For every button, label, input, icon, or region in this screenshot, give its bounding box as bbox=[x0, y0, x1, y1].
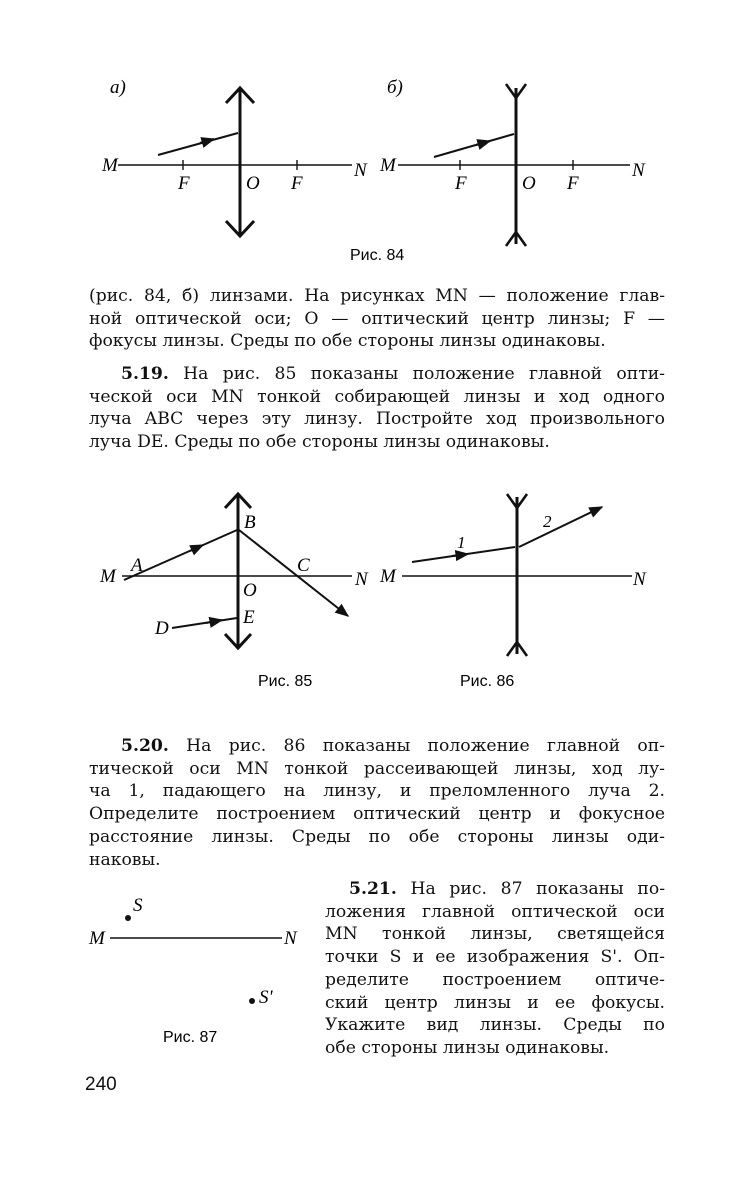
fig87-label-S-prime: S' bbox=[259, 987, 273, 1008]
fig87-label-S: S bbox=[133, 895, 143, 916]
text-line: (рис. 84, б) линзами. На рисунках MN — положение глав- bbox=[89, 286, 665, 306]
ray-AB-arrow bbox=[190, 545, 203, 551]
problem-5-20 bbox=[89, 735, 665, 871]
fig84a-label-M: M bbox=[102, 155, 118, 176]
fig86-caption: Рис. 86 bbox=[460, 673, 515, 690]
problem-5-21 bbox=[325, 878, 665, 1060]
fig84b-label-F-left: F bbox=[455, 173, 467, 194]
fig84-caption: Рис. 84 bbox=[350, 247, 405, 264]
incident-ray bbox=[158, 133, 238, 155]
problem-number: 5.20. bbox=[121, 736, 169, 756]
text-line: тической оси MN тонкой рассеивающей линзы, ход лу- bbox=[89, 758, 665, 779]
fig84-label-a: а) bbox=[110, 77, 126, 98]
fig87-label-M: M bbox=[89, 928, 105, 949]
fig87-caption: Рис. 87 bbox=[163, 1029, 218, 1046]
fig84a-label-O: O bbox=[246, 173, 260, 194]
text-line: На рис. 85 показаны положение главной опти- bbox=[183, 364, 665, 384]
problem-number: 5.21. bbox=[349, 879, 397, 899]
fig85-label-A: A bbox=[131, 555, 143, 576]
text-line: Определите построением оптический центр и фокусное bbox=[89, 804, 665, 825]
ray-BC bbox=[239, 530, 348, 616]
text-line: луча DE. Среды по обе стороны линзы одинаковы. bbox=[89, 432, 550, 453]
text-line: ческой оси MN тонкой собирающей линзы и ход одного bbox=[89, 386, 665, 407]
ray-1-arrow bbox=[452, 554, 468, 556]
fig85-label-N: N bbox=[355, 569, 368, 590]
text-line: ложения главной оптической оси bbox=[325, 901, 665, 922]
text-line: На рис. 86 показаны положение главной оп- bbox=[186, 736, 665, 756]
problem-5-19 bbox=[89, 363, 665, 454]
fig85-caption: Рис. 85 bbox=[258, 673, 313, 690]
text-line: ределите построением оптиче- bbox=[325, 969, 665, 990]
problem-number: 5.19. bbox=[121, 364, 169, 384]
fig84a-label-N: N bbox=[354, 160, 367, 181]
point-S bbox=[125, 915, 131, 921]
text-line: расстояние линзы. Среды по обе стороны линзы оди- bbox=[89, 826, 665, 847]
text-line: обе стороны линзы одинаковы. bbox=[325, 1037, 610, 1058]
paragraph-lens-definitions bbox=[89, 285, 665, 353]
fig84b-label-N: N bbox=[632, 160, 645, 181]
text-line: фокусы линзы. Среды по обе стороны линзы одинаковы. bbox=[89, 331, 606, 352]
fig84b-label-M: M bbox=[380, 155, 396, 176]
incident-ray bbox=[434, 134, 514, 157]
fig84-label-b: б) bbox=[387, 77, 403, 98]
text-line: На рис. 87 показаны по- bbox=[410, 879, 665, 899]
fig85-label-C: C bbox=[297, 555, 310, 576]
fig85-label-B: B bbox=[244, 512, 256, 533]
fig87-label-N: N bbox=[284, 928, 297, 949]
page-number: 240 bbox=[85, 1074, 117, 1095]
text-line: Укажите вид линзы. Среды по bbox=[325, 1015, 665, 1036]
fig86-label-ray-2: 2 bbox=[543, 512, 552, 531]
text-line: ча 1, падающего на линзу, и преломленного луча 2. bbox=[89, 781, 665, 802]
figure-84b bbox=[398, 84, 630, 246]
figure-86 bbox=[402, 494, 632, 656]
fig86-label-M: M bbox=[380, 566, 396, 587]
fig84b-label-O: O bbox=[522, 173, 536, 194]
point-S-prime bbox=[249, 998, 255, 1004]
fig84a-label-F-left: F bbox=[178, 173, 190, 194]
text-line: ной оптической оси; O — оптический центр линзы; F — bbox=[89, 308, 665, 329]
fig84a-label-F-right: F bbox=[291, 173, 303, 194]
text-line: наковы. bbox=[89, 849, 161, 870]
fig84b-label-F-right: F bbox=[567, 173, 579, 194]
fig85-label-M: M bbox=[100, 566, 116, 587]
fig86-label-ray-1: 1 bbox=[457, 533, 466, 552]
ray-DE bbox=[172, 618, 237, 628]
text-line: MN тонкой линзы, светящейся bbox=[325, 924, 665, 945]
text-line: ский центр линзы и ее фокусы. bbox=[325, 992, 665, 1013]
fig85-label-D: D bbox=[155, 618, 169, 639]
text-line: точки S и ее изображения S'. Оп- bbox=[325, 947, 665, 968]
fig85-label-E: E bbox=[243, 607, 255, 628]
ray-arrow bbox=[476, 141, 490, 145]
text-line: луча ABC через эту линзу. Постройте ход произвольного bbox=[89, 409, 665, 430]
fig85-label-O: O bbox=[243, 580, 257, 601]
fig86-label-N: N bbox=[633, 569, 646, 590]
figure-84a bbox=[118, 88, 352, 236]
ray-2 bbox=[519, 507, 602, 547]
